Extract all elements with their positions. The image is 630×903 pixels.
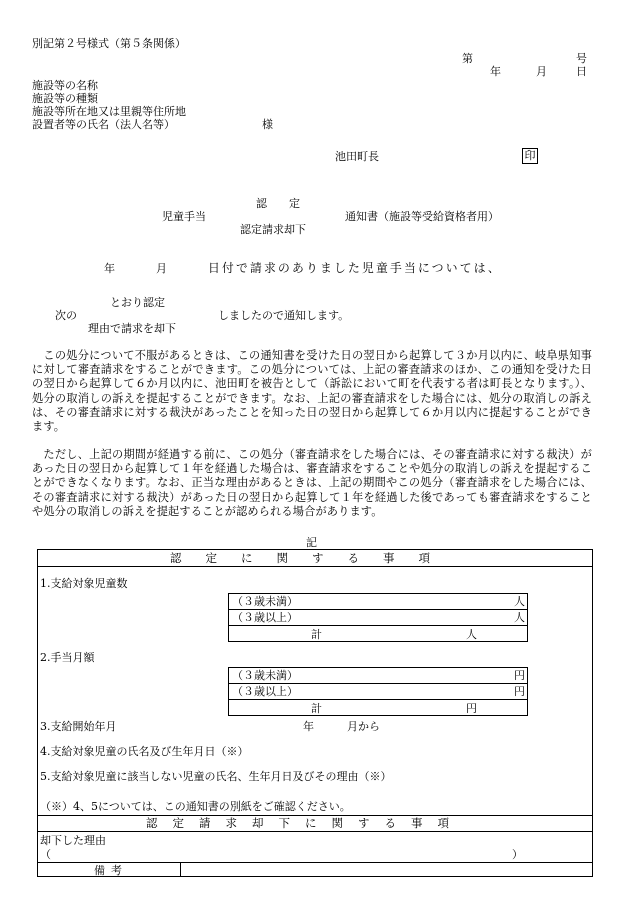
reason-label: 却下した理由 [40,834,106,847]
date-line-nen: 年 [104,262,115,275]
founder-name-label: 設置者等の氏名（法人名等） [32,118,175,131]
amount-total-unit: 円 [466,702,477,715]
nintei-heading: 認定に関する事項 [170,551,454,565]
honorific: 様 [262,118,273,131]
title-kyakka: 認定請求却下 [240,223,306,236]
monthly-amount-divider-2 [228,699,528,700]
title-tsuchisho: 通知書（施設等受給資格者用） [345,210,499,223]
remarks-label: 備考 [94,864,128,877]
under3-amount-label: （３歳未満） [232,669,298,682]
shimashita: しましたので通知します。 [218,309,350,322]
option-kyakka: 理由で請求を却下 [88,322,176,335]
reason-paren-close: ） [512,848,523,861]
monthly-amount-divider-1 [228,683,528,684]
facility-type-label: 施設等の種類 [32,92,98,105]
reason-paren-open: （ [40,848,51,861]
amount-total-label: 計 [311,702,322,715]
facility-address-label: 施設等所在地又は里親等住所地 [32,105,186,118]
date-nen: 年 [490,65,501,78]
over3-count-label: （３歳以上） [232,611,298,624]
appeal-paragraph-1: この処分について不服があるときは、この通知書を受けた日の翌日から起算して３か月以内に、岐阜県知事に対して審査請求をすることができます。この処分については、上記の審査請求のほか、この通知を受けた日の翌日から起算して６か月以内に、池田町を被告として（訴訟において町を代表する者は町長となります。）、処分の取消しの訴えを提起することができます。なお、上記の審査請求をした場合には、処分の取消しの訴えは、その審査請求に対する裁決があったことを知った日の翌日から起算して６か月以内に提起することができます。 [32,349,592,434]
children-count-divider-2 [228,625,528,626]
item2-label: 2.手当月額 [40,651,95,664]
appeal-paragraph-2: ただし、上記の期間が経過する前に、この処分（審査請求をした場合には、その審査請求に対する裁決）があった日の翌日から起算して１年を経過した場合は、審査請求をすることや処分の取消しの訴えを提起することができなくなります。なお、正当な理由があるときは、上記の期間やこの処分（審査請求をした場合には、その審査請求に対する裁決）があった日の翌日から起算して１年を経過した後であっても審査請求をすることや処分の取消しの訴えを提起することが認められる場合があります。 [32,448,592,518]
ki-label: 記 [306,536,317,549]
number-dai: 第 [462,52,473,65]
date-line-tsuki: 月 [156,262,167,275]
title-jido-teate: 児童手当 [162,210,206,223]
under3-count-unit: 人 [514,595,525,608]
children-count-divider-1 [228,609,528,610]
remarks-column-divider [180,862,181,877]
option-nintei: とおり認定 [110,296,165,309]
over3-amount-unit: 円 [514,685,525,698]
nintei-heading-divider [37,566,593,567]
kyakka-heading: 認定請求却下に関する事項 [146,816,464,830]
over3-count-unit: 人 [514,611,525,624]
reference-note: （※）4、5については、この通知書の別紙をご確認ください。 [40,800,351,813]
kyakka-heading-bottom-divider [37,831,593,832]
date-tsuki: 月 [536,65,547,78]
count-total-label: 計 [311,628,322,641]
under3-amount-unit: 円 [514,669,525,682]
remarks-divider [37,862,593,863]
tsugi-no: 次の [55,309,77,322]
item5-label: 5.支給対象児童に該当しない児童の氏名、生年月日及びその理由（※） [40,770,392,783]
count-total-unit: 人 [466,628,477,641]
item4-label: 4.支給対象児童の氏名及び生年月日（※） [40,745,249,758]
over3-amount-label: （３歳以上） [232,685,298,698]
item1-label: 1.支給対象児童数 [40,577,128,590]
start-nen: 年 [303,720,314,733]
title-nintei: 認 定 [256,197,300,210]
form-id: 別記第２号様式（第５条関係） [32,37,186,50]
item3-label: 3.支給開始年月 [40,720,117,733]
sender-name: 池田町長 [335,150,379,163]
facility-name-label: 施設等の名称 [32,79,98,92]
date-line-rest: 日付で請求のありました児童手当については、 [208,261,502,275]
under3-count-label: （３歳未満） [232,595,298,608]
start-tsuki-kara: 月から [347,720,380,733]
date-hi: 日 [576,65,587,78]
number-go: 号 [576,52,587,65]
seal-stamp: 印 [522,148,538,164]
